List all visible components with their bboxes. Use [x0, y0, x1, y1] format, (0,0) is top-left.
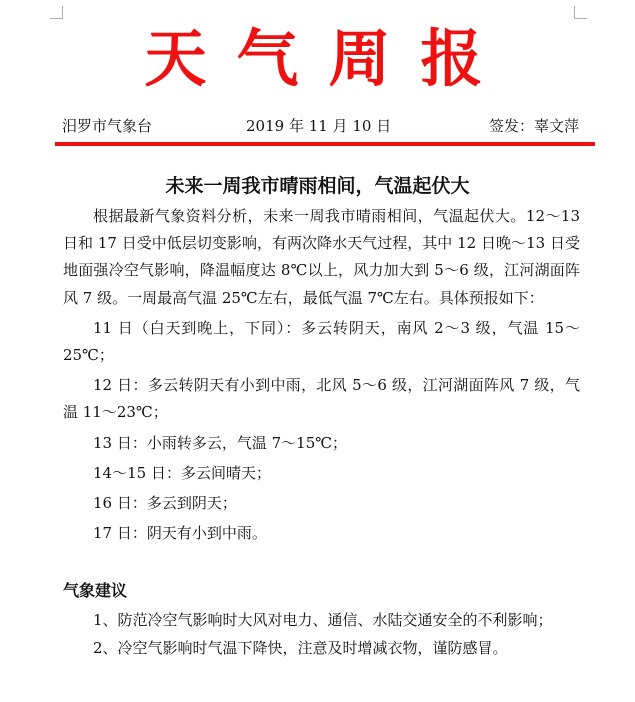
forecast-item: 12 日：多云转阴天有小到中雨，北风 5～6 级，江河湖面阵风 7 级，气温 11～23℃； [63, 376, 580, 422]
advice-item: 1、防范冷空气影响时大风对电力、通信、水陆交通安全的不利影响； [93, 611, 553, 629]
advice-title: 气象建议 [63, 581, 128, 600]
intro-paragraph: 根据最新气象资料分析，未来一周我市晴雨相间，气温起伏大。12～13 日和 17 日受中低层切变影响，有两次降水天气过程，其中 12 日晚～13 日受地面强冷空气影响，降温幅度达 8℃以上，风力加大到 5～6 级，江河湖面阵风 7 级。一周最高气温 25℃左右，最低气温 7℃左右。具体预报如下： [63, 207, 580, 307]
forecast-item: 11 日（白天到晚上，下同）：多云转阴天，南风 2～3 级，气温 15～25℃； [63, 318, 580, 365]
page-corner-mark-right [574, 6, 587, 19]
issuing-organization: 汨罗市气象台 [62, 117, 153, 135]
report-header [62, 114, 579, 138]
forecast-item: 13 日：小雨转多云，气温 7～15℃； [93, 433, 348, 452]
forecast-item: 14～15 日：多云间晴天； [93, 463, 271, 482]
advice-list [63, 606, 583, 662]
article-body [63, 203, 580, 547]
issue-date: 2019 年 11 月 10 日 [246, 117, 392, 135]
report-title: 天气周报 [144, 22, 513, 95]
forecast-item: 17 日：阴天有小到中雨。 [93, 524, 267, 543]
page-corner-mark-left [50, 6, 63, 19]
article-headline: 未来一周我市晴雨相间，气温起伏大 [165, 175, 470, 197]
signer: 签发：辜文萍 [488, 117, 579, 135]
advice-item: 2、冷空气影响时气温下降快，注意及时增减衣物，谨防感冒。 [93, 639, 508, 657]
forecast-item: 16 日：多云到阴天； [93, 494, 237, 513]
header-divider [55, 142, 595, 146]
